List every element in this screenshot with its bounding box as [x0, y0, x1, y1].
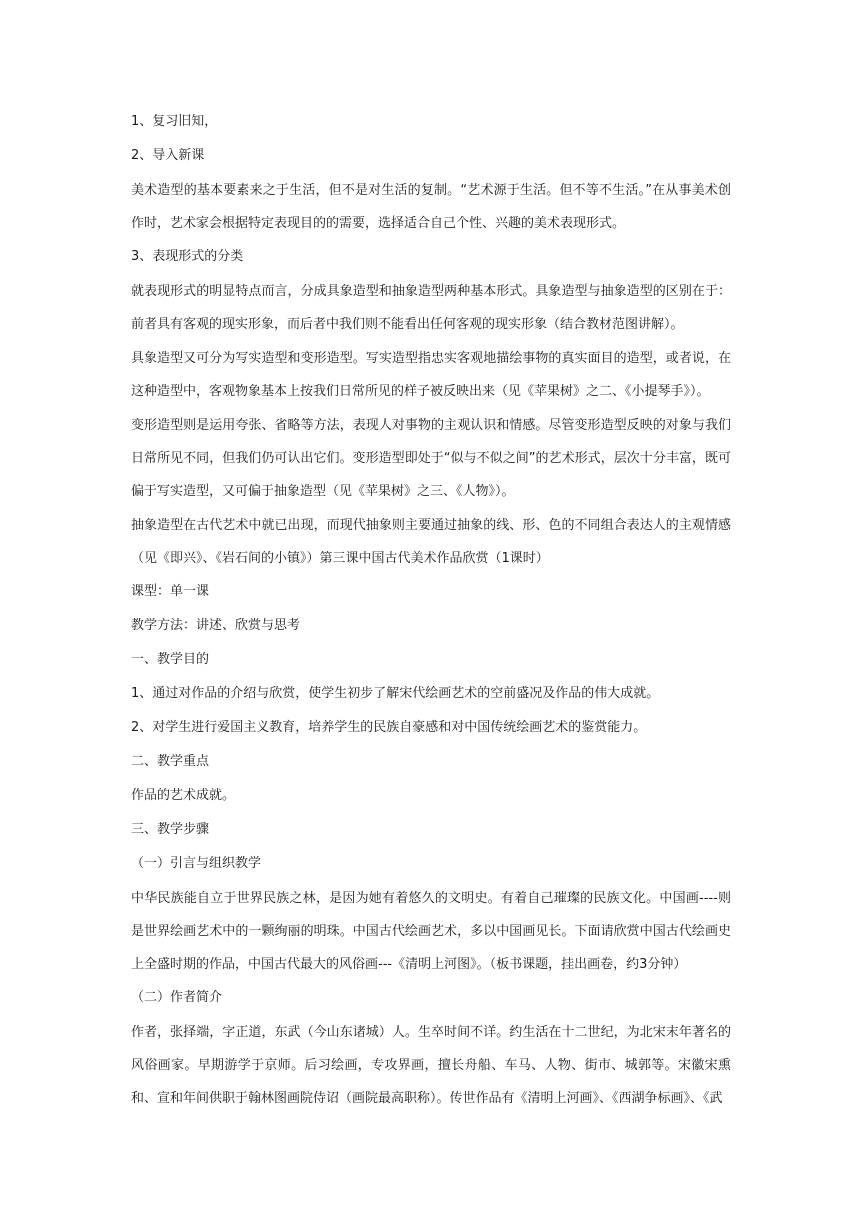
form-types-paragraph: 就表现形式的明显特点而言，分成具象造型和抽象造型两种基本形式。具象造型与抽象造型的区别在于：前者具有客观的现实形象，而后者中我们则不能看出任何客观的现实形象（结合教材范图讲解）。 [131, 283, 731, 332]
lesson-type: 课型：单一课 [131, 584, 210, 599]
section-steps-heading: 三、教学步骤 [131, 822, 210, 837]
section-focus-heading: 二、教学重点 [131, 754, 210, 769]
teaching-method: 教学方法：讲述、欣赏与思考 [131, 618, 301, 633]
focus-text: 作品的艺术成就。 [131, 788, 236, 803]
step-1-paragraph: 中华民族能自立于世界民族之林，是因为她有着悠久的文明史。有着自己璀璨的民族文化。中国画----则是世界绘画艺术中的一颗绚丽的明珠。中国古代绘画艺术，多以中国画见长。下面请欣赏中国古代绘画史上全盛时期的作品，中国古代最大的风俗画---《清明上河图》。（板书课题，挂出画卷，约3分钟） [131, 890, 731, 972]
step-2-heading: （二）作者简介 [131, 990, 223, 1005]
objective-2: 2、对学生进行爱国主义教育，培养学生的民族自豪感和对中国传统绘画艺术的鉴赏能力。 [131, 720, 647, 735]
intro-paragraph: 美术造型的基本要素来之于生活，但不是对生活的复制。“艺术源于生活。但不等不生活。”在从事美术创作时，艺术家会根据特定表现目的的需要，选择适合自己个性、兴趣的美术表现形式。 [131, 182, 731, 231]
author-paragraph: 作者，张择端，字正道，东武（今山东诸城）人。生卒时间不详。约生活在十二世纪，为北宋末年著名的风俗画家。早期游学于京师。后习绘画，专攻界画，擅长舟船、车马、人物、街市、城郭等。宋徽宋熏和、宣和年间供职于翰林图画院侍诏（画院最高职称）。传世作品有《清明上河画》、《西湖争标画》、《武 [131, 1024, 731, 1106]
classification-heading: 3、表现形式的分类 [131, 249, 244, 264]
deformation-paragraph: 变形造型则是运用夸张、省略等方法，表现人对事物的主观认识和情感。尽管变形造型反映的对象与我们日常所见不同，但我们仍可认出它们。变形造型即处于“似与不似之间”的艺术形式，层次十分丰富，既可偏于写实造型，又可偏于抽象造型（见《苹果树》之三、《人物》）。 [131, 417, 731, 499]
document-body [131, 111, 731, 1121]
review-heading: 1、复习旧知， [131, 114, 218, 129]
section-objectives-heading: 一、教学目的 [131, 652, 210, 667]
intro-heading: 2、导入新课 [131, 148, 205, 163]
abstract-paragraph: 抽象造型在古代艺术中就已出现，而现代抽象则主要通过抽象的线、形、色的不同组合表达人的主观情感（见《即兴》、《岩石间的小镇》）第三课中国古代美术作品欣赏（1课时） [131, 517, 731, 566]
figurative-paragraph: 具象造型又可分为写实造型和变形造型。写实造型指忠实客观地描绘事物的真实面目的造型，或者说，在这种造型中，客观物象基本上按我们日常所见的样子被反映出来（见《苹果树》之二、《小提琴手》）。 [131, 350, 731, 399]
step-1-heading: （一）引言与组织教学 [131, 856, 262, 871]
objective-1: 1、通过对作品的介绍与欣赏，使学生初步了解宋代绘画艺术的空前盛况及作品的伟大成就。 [131, 686, 660, 701]
